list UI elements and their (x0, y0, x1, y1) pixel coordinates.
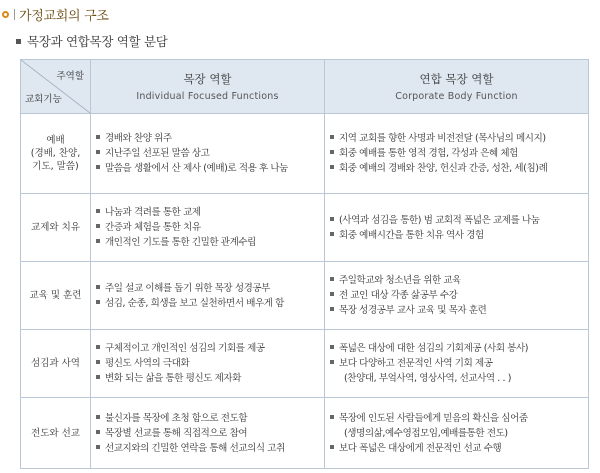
square-bullet-icon (96, 285, 100, 289)
list-item-text: 목장별 선교를 통해 직접적으로 참여 (105, 427, 248, 439)
list-item (330, 426, 588, 441)
row-header-evangelism (21, 398, 91, 469)
square-bullet-icon (96, 300, 100, 304)
list-item (96, 296, 324, 311)
list-item (330, 288, 588, 303)
list-item-text: 경배와 찬양 위주 (105, 133, 172, 144)
list-item-text: (찬양대, 부엌사역, 영상사역, 선교사역 . . ) (344, 373, 512, 384)
individual-cell-service (91, 330, 325, 398)
list-item-text: 목장에 인도된 사람들에게 믿음의 확신을 심어줌 (339, 412, 528, 424)
col-header-individual-ko: 목장 역할 (183, 72, 232, 86)
row-header-line: 예배 (46, 135, 65, 146)
row-header-worship (21, 114, 91, 194)
individual-cell-worship (91, 114, 325, 194)
list-item (330, 273, 588, 288)
list-item (330, 303, 588, 318)
square-bullet-icon (330, 165, 334, 169)
square-bullet-icon (330, 307, 334, 311)
list-item-text: 전 교인 대상 각종 삶공부 수강 (339, 290, 458, 301)
row-header-line: (경배, 찬양, (30, 148, 81, 159)
list-item-text: 개인적인 기도를 통한 긴밀한 관계수립 (105, 237, 256, 248)
list-item (96, 281, 324, 296)
corner-top-label: 주역할 (56, 71, 84, 82)
square-bullet-icon (330, 232, 334, 236)
list-item-text: 회중 예배시간을 통한 치유 역사 경험 (339, 229, 484, 241)
section-header (2, 4, 109, 24)
list-item-text: 선교지와의 긴밀한 연락을 통해 선교의식 고취 (105, 442, 285, 454)
table-row-worship (21, 114, 589, 194)
role-table (20, 59, 589, 469)
list-item (330, 356, 588, 371)
bullet-list (91, 411, 324, 456)
table-row-evangelism (21, 398, 589, 469)
bullet-list (325, 131, 588, 176)
row-header-line: 기도, 말씀) (32, 161, 79, 172)
bullet-list (91, 281, 324, 311)
square-bullet-icon (330, 217, 334, 221)
square-bullet-icon (330, 150, 334, 154)
list-item-text: 주일학교와 청소년을 위한 교육 (339, 275, 461, 286)
square-bullet-icon (96, 345, 100, 349)
list-item (96, 161, 324, 176)
circle-bullet-icon (2, 11, 9, 18)
list-item-text: 간증과 체험을 통한 치유 (105, 222, 201, 233)
col-header-corporate-ko: 연합 목장 역할 (419, 72, 494, 86)
row-header-line: 교제와 치유 (31, 222, 80, 233)
individual-cell-education (91, 262, 325, 330)
list-item (96, 205, 324, 220)
list-item-text: 보다 폭넓은 대상에게 전문적인 선교 수행 (339, 442, 502, 454)
table-row-service (21, 330, 589, 398)
corporate-cell-evangelism (325, 398, 589, 469)
square-bullet-icon (96, 360, 100, 364)
square-bullet-icon (330, 135, 334, 139)
row-header-fellowship (21, 194, 91, 262)
list-item-text: 회중 예배의 경배와 찬양, 헌신과 간증, 성찬, 세(침)례 (339, 163, 548, 174)
list-item (96, 411, 324, 426)
bullet-list (325, 273, 588, 318)
square-bullet-icon (330, 292, 334, 296)
list-item (330, 146, 588, 161)
list-item (330, 371, 588, 386)
table-row-fellowship (21, 194, 589, 262)
row-header-line: 섬김과 사역 (31, 358, 80, 369)
square-bullet-icon (330, 345, 334, 349)
col-header-individual (91, 60, 325, 114)
square-bullet-icon (330, 445, 334, 449)
square-bullet-icon (96, 415, 100, 419)
list-item-text: 지역 교회를 향한 사명과 비전전달 (목사님의 메시지) (339, 133, 546, 144)
bullet-list (325, 411, 588, 456)
list-item (96, 441, 324, 456)
list-item-text: 목장 성경공부 교사 교육 및 목자 훈련 (339, 305, 487, 316)
bullet-list (325, 213, 588, 243)
bullet-list (325, 341, 588, 386)
page-title: 가정교회의 구조 (19, 8, 109, 24)
list-item (330, 228, 588, 243)
square-bullet-icon (96, 445, 100, 449)
square-bullet-icon (16, 39, 21, 44)
list-item-text: 말씀을 생활에서 산 제사 (예배)로 적용 후 나눔 (105, 163, 288, 174)
square-bullet-icon (96, 209, 100, 213)
square-bullet-icon (96, 430, 100, 434)
list-item (96, 220, 324, 235)
divider (14, 9, 15, 20)
square-bullet-icon (96, 135, 100, 139)
list-item-text: 변화 되는 삶을 통한 평신도 제자화 (105, 373, 241, 384)
corporate-cell-service (325, 330, 589, 398)
individual-cell-fellowship (91, 194, 325, 262)
corporate-cell-worship (325, 114, 589, 194)
row-header-service (21, 330, 91, 398)
list-item (96, 371, 324, 386)
list-item-text: 지난주일 선포된 말씀 상고 (105, 148, 210, 159)
individual-cell-evangelism (91, 398, 325, 469)
list-item (96, 356, 324, 371)
subsection-title: 목장과 연합목장 역할 분담 (27, 34, 168, 49)
list-item (96, 341, 324, 356)
list-item-text: 나눔과 격려를 통한 교제 (105, 207, 201, 218)
list-item-text: 불신자를 목장에 초청 함으로 전도함 (105, 412, 248, 424)
list-item-text: (생명의삶,예수영접모임,예배를통한 전도) (344, 427, 508, 439)
list-item (330, 341, 588, 356)
col-header-individual-en: Individual Focused Functions (136, 91, 279, 102)
square-bullet-icon (330, 415, 334, 419)
list-item-text: 섬김, 순종, 희생을 보고 실천하면서 배우게 함 (105, 297, 284, 309)
list-item-text: 구체적이고 개인적인 섬김의 기회를 제공 (105, 343, 265, 354)
list-item-text: 평신도 사역의 극대화 (105, 358, 190, 369)
square-bullet-icon (96, 375, 100, 379)
list-item (96, 146, 324, 161)
square-bullet-icon (96, 150, 100, 154)
list-item-text: 주일 설교 이해를 돕기 위한 목장 성경공부 (105, 282, 270, 294)
corner-bottom-label: 교회기능 (25, 94, 62, 105)
bullet-list (91, 205, 324, 250)
list-item (330, 161, 588, 176)
bullet-list (91, 341, 324, 386)
corporate-cell-education (325, 262, 589, 330)
list-item (96, 235, 324, 250)
row-header-education (21, 262, 91, 330)
list-item-text: 폭넓은 대상에 대한 섬김의 기회제공 (사회 봉사) (339, 343, 529, 354)
square-bullet-icon (330, 360, 334, 364)
square-bullet-icon (96, 165, 100, 169)
corner-cell (21, 60, 91, 114)
list-item (96, 131, 324, 146)
subsection-header (16, 31, 168, 51)
table-header-row (21, 60, 589, 114)
bullet-list (91, 131, 324, 176)
square-bullet-icon (96, 224, 100, 228)
corporate-cell-fellowship (325, 194, 589, 262)
list-item (330, 131, 588, 146)
table-row-education (21, 262, 589, 330)
list-item-text: 보다 다양하고 전문적인 사역 기회 제공 (339, 358, 493, 369)
square-bullet-icon (96, 239, 100, 243)
col-header-corporate-en: Corporate Body Function (395, 91, 518, 102)
list-item (330, 411, 588, 426)
row-header-line: 전도와 선교 (31, 427, 80, 439)
list-item-text: (사역과 섬김을 통한) 범 교회적 폭넓은 교제를 나눔 (339, 214, 540, 226)
list-item (96, 426, 324, 441)
row-header-line: 교육 및 훈련 (29, 290, 82, 301)
col-header-corporate (325, 60, 589, 114)
list-item (330, 213, 588, 228)
list-item-text: 회중 예배를 통한 영적 경험, 각성과 은혜 체험 (339, 148, 518, 159)
square-bullet-icon (330, 277, 334, 281)
list-item (330, 441, 588, 456)
